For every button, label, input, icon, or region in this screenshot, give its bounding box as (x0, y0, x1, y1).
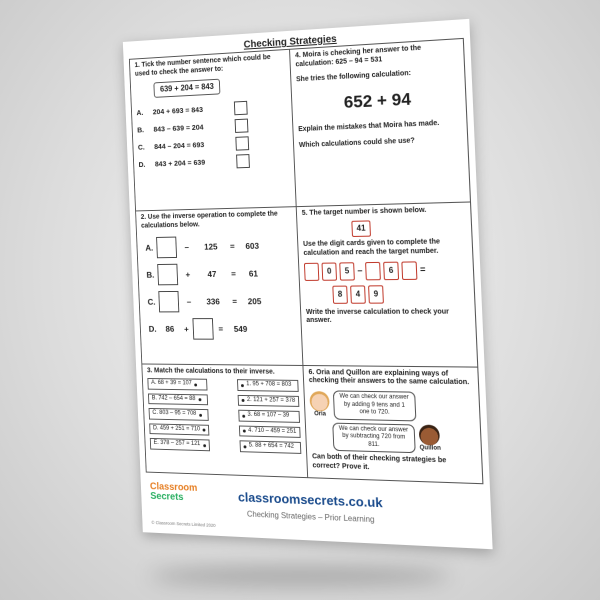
question-5 (297, 203, 478, 367)
left-column (147, 378, 210, 451)
digit-card: 6 (383, 261, 399, 280)
tick-box[interactable] (236, 154, 250, 168)
digit-card[interactable]: 4 (350, 285, 366, 303)
left-calc[interactable]: B. 742 – 654 = 88 (148, 393, 208, 405)
oria-name: Oria (314, 410, 327, 418)
q2-row-c (144, 290, 296, 312)
question-2 (136, 207, 303, 365)
question-6 (303, 366, 482, 483)
right-calc[interactable]: 3. 68 = 107 – 39 (238, 410, 300, 423)
equals: = (229, 240, 235, 251)
operand: 125 (204, 241, 218, 252)
q6-prompt: 6. Oria and Quillon are explaining ways of checking their answers to the same calculation. (308, 368, 470, 387)
result: 549 (233, 323, 248, 334)
oria-character (309, 391, 330, 419)
q5-line2: Use the digit cards given to complete the calculation and reach the target number. (302, 238, 441, 257)
minus-sign: – (357, 265, 363, 276)
q1-option-b (137, 116, 288, 137)
left-calc[interactable]: A. 68 + 39 = 107 (147, 378, 207, 390)
q4-line2: She tries the following calculation: (295, 69, 412, 83)
equals: = (230, 268, 237, 279)
answer-box[interactable] (158, 291, 179, 312)
worksheet-subtitle: Checking Strategies – Prior Learning (246, 509, 375, 525)
operand: 336 (206, 296, 220, 306)
question-3 (142, 364, 308, 477)
row-letter: D. (148, 323, 157, 334)
matching-area (147, 378, 301, 453)
q2-prompt: 2. Use the inverse operation to complete the calculations below. (140, 210, 278, 230)
option-letter: B. (137, 125, 145, 135)
digit-card[interactable]: 9 (368, 285, 384, 303)
worksheet-title: Checking Strategies (243, 33, 337, 51)
logo-line2: Secrets (150, 491, 184, 504)
equals: = (232, 295, 238, 306)
worksheet (123, 19, 493, 549)
row-letter: A. (145, 242, 154, 253)
result: 61 (248, 268, 259, 279)
q1-prompt: 1. Tick the number sentence which could be used to check the answer to: (134, 53, 271, 78)
digit-calculation (304, 260, 468, 280)
operator: + (185, 268, 191, 279)
option-letter: D. (138, 159, 146, 169)
logo-line1: Classroom (149, 481, 198, 494)
option-letter: A. (136, 107, 144, 117)
oria-speech-bubble: We can check our answer by adding 9 tens and 1 one to 720. (333, 391, 417, 421)
available-digit-cards (332, 284, 469, 303)
equals-sign: = (419, 264, 426, 275)
digit-slot[interactable] (304, 262, 319, 280)
answer-box[interactable] (157, 264, 178, 286)
left-calc[interactable]: C. 803 – 95 = 708 (149, 408, 209, 420)
q4-line3: Explain the mistakes that Moira has made. (298, 119, 440, 133)
q1-equation: 639 + 204 = 843 (153, 78, 220, 97)
option-letter: C. (137, 142, 145, 152)
q5-prompt: 5. The target number is shown below. (301, 207, 427, 218)
question-1 (130, 50, 297, 212)
digit-slot[interactable] (401, 261, 417, 280)
right-calc[interactable]: 2. 121 + 257 = 378 (237, 395, 299, 407)
digit-card[interactable]: 8 (332, 285, 348, 303)
right-calc[interactable]: 1. 95 + 708 = 803 (237, 380, 299, 392)
row-letter: B. (146, 269, 155, 280)
q3-prompt: 3. Match the calculations to their inverse. (146, 367, 275, 376)
website-url[interactable]: classroomsecrets.co.uk (237, 489, 383, 511)
q2-row-d (145, 318, 297, 340)
tick-box[interactable] (235, 136, 249, 150)
quillon-name: Quillon (419, 445, 442, 453)
result: 205 (247, 295, 262, 306)
option-text: 844 – 204 = 693 (154, 140, 205, 151)
q1-option-c (138, 134, 289, 154)
row-letter: C. (147, 296, 156, 307)
question-4 (290, 39, 470, 208)
operand: 47 (207, 268, 217, 279)
option-text: 843 – 639 = 204 (153, 122, 204, 134)
q4-line4: Which calculations could she use? (298, 137, 415, 150)
right-calc[interactable]: 5. 88 + 654 = 742 (239, 441, 301, 454)
tick-box[interactable] (234, 100, 248, 114)
q2-row-a (142, 234, 293, 258)
quillon-character (419, 425, 442, 454)
copyright-text: © Classroom Secrets Limited 2020 (151, 520, 216, 528)
option-text: 204 + 693 = 843 (152, 104, 204, 117)
answer-box[interactable] (192, 318, 213, 340)
page-shadow (150, 565, 450, 587)
q1-option-d (138, 152, 289, 171)
right-calc[interactable]: 4. 710 – 459 = 251 (239, 425, 301, 438)
option-text: 843 + 204 = 639 (154, 157, 206, 169)
equals: = (218, 323, 224, 334)
q4-calculation: 652 + 94 (343, 89, 412, 113)
operator: – (186, 296, 192, 307)
answer-box[interactable] (156, 236, 177, 258)
tick-box[interactable] (235, 118, 249, 132)
left-calc[interactable]: D. 459 + 251 = 710 (149, 423, 210, 436)
q5-line3: Write the inverse calculation to check your answer. (305, 308, 450, 325)
digit-card: 5 (339, 262, 355, 280)
left-calc[interactable]: E. 378 – 257 = 121 (150, 438, 211, 451)
quillon-avatar (419, 425, 440, 446)
quillon-speech-bubble: We can check our answer by subtracting 720 from 811. (332, 422, 416, 453)
q4-prompt: 4. Moira is checking her answer to the calculation: 625 – 94 = 531 (294, 44, 422, 69)
target-number: 41 (351, 221, 371, 238)
operator: + (183, 323, 189, 334)
q6-question: Can both of their checking strategies be correct? Prove it. (312, 453, 447, 472)
worksheet-footer (148, 476, 484, 542)
right-column (237, 380, 302, 454)
oria-row (309, 390, 474, 422)
operand: 86 (165, 323, 175, 334)
quillon-row (332, 422, 476, 455)
digit-slot[interactable] (365, 261, 381, 279)
digit-card: 0 (321, 262, 337, 280)
question-grid (129, 38, 484, 484)
oria-avatar (309, 391, 329, 411)
result: 603 (245, 240, 260, 251)
q2-row-b (143, 262, 294, 285)
operator: – (184, 241, 190, 252)
